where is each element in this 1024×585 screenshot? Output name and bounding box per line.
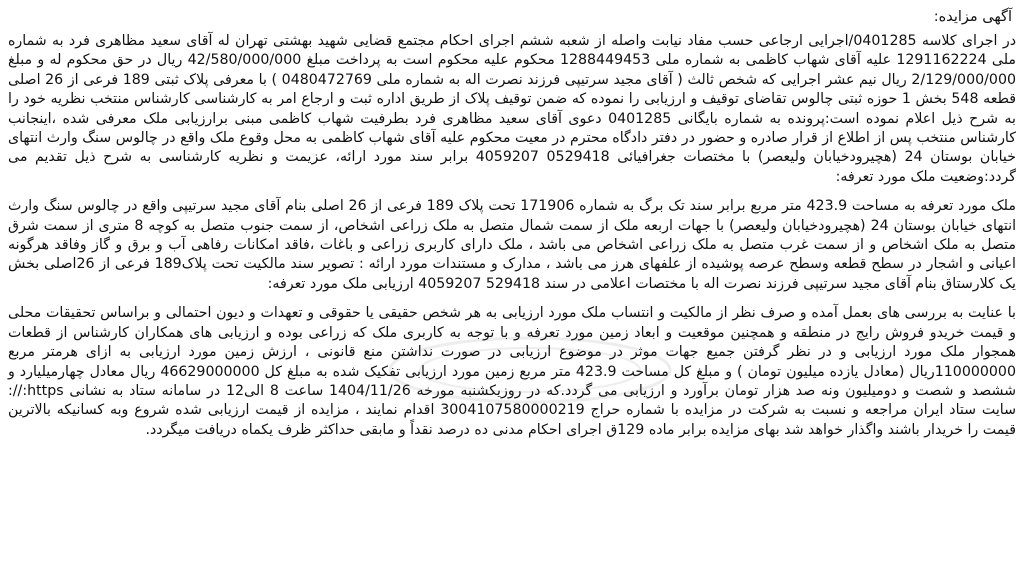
notice-paragraph-property-status: ملک مورد تعرفه به مساحت 423.9 متر مربع برابر سند تک برگ به شماره 171906 تحت پلاک 189 فرعی از 26 اصلی بنام آقای مجید سرتیپی واقع در چالوس سنگ وارث انتهای خیابان بوستان 24 (هچیرودخیابان ولیعصر) با جهات اربعه ملک از سمت شمال متصل به ملک زراعی اشخاص، از سمت جنوب متصل به کوچه 8 متری از سمت شرق متصل به ملک اشخاص و از سمت غرب متصل به ملک زراعی اشخاص می باشد ، ملک دارای کاربری زراعی و باغات ،فاقد امکانات رفاهی آب و برق و گاز وفاقد هرگونه اعیانی و اشجار در سطح قطعه وسطح عرصه پوشیده از علفهای هرز می باشد ، مدارک و مستندات مورد ارائه : تصویر سند مالکیت تحت پلاک189 فرعی از 26اصلی بخش یک کلارستاق بنام آقای مجید سرتیپی فرزند نصرت اله با مختصات اعلامی در سند 529418 4059207 ارزیابی ملک مورد تعرفه: bbox=[8, 198, 1017, 292]
auction-notice bbox=[8, 4, 1016, 583]
notice-paragraph-valuation: با عنایت به بررسی های بعمل آمده و صرف نظر از مالکیت و انتساب ملک مورد ارزیابی به هر شخص حقیقی یا حقوقی و تعهدات و دیون احتمالی و براساس تحقیقات محلی و قیمت خریدو فروش رایج در منطقه و همچنین موقعیت و ابعاد زمین مورد تعرفه و با توجه به کاربری ملک که زراعی بوده و ارزیابی های همکاران کارشناس از قطعات همجوار ملک مورد ارزیابی و در نظر گرفتن جمیع جهات موثر در موضوع ارزیابی در صورت نداشتن منع قانونی ، ارزش زمین مورد ارزیابی به ازای هرمتر مربع 110000000ریال (معادل یازده میلیون تومان ) و مبلغ کل مساحت 423.9 متر مربع زمین مورد ارزیابی تفکیک شده به مبلغ کل 46629000000 ریال معادل چهارمیلیارد و ششصد و شصت و دومیلیون ونه صد هزار تومان برآورد و ارزیابی می گردد.که در روزیکشنبه مورخه 1404/11/26 ساعت 8 الی12 در سامانه ستاد به نشانی https://: سایت ستاد ایران مراجعه و نسبت به شرکت در مزایده با شماره حراج 3004107580000219 اقدام نمایند ، مزایده از قیمت ارزیابی شده شروع وبه کسانیکه بالاترین قیمت را خریدار باشند واگذار خواهد شد بهای مزایده برابر ماده 129ق اجرای احکام مدنی ده درصد نقداً و مابقی حداکثر ظرف یکماه دریافت میگردد. bbox=[8, 305, 1017, 438]
notice-title: آگهی مزایده: bbox=[933, 9, 1012, 25]
notice-paragraph-case-details: در اجرای کلاسه 0401285/اجرایی ارجاعی حسب مفاد نیابت واصله از شعبه ششم اجرای احکام مجتمع قضایی شهید بهشتی تهران له آقای سعید مظاهری فرد به شماره ملی 1291162224 علیه آقای شهاب کاظمی به شماره ملی 1288449453 محکوم علیه محکوم است به پرداخت مبلغ 42/580/000/000 ریال در حق محکوم له و مبلغ 2/129/000/000 ریال نیم عشر اجرایی که شخص ثالث ( آقای مجید سرتیپی فرزند نصرت اله به شماره ملی 0480472769 ) با معرفی پلاک ثبتی 189 فرعی از 26 اصلی قطعه 548 بخش 1 حوزه ثبتی چالوس تقاضای توقیف و ارزیابی را نموده که ضمن توقیف پلاک از طریق اداره ثبت و ارجاع امر به کارشناسی کارشناس منتخب نظریه خود را به شرح ذیل اعلام نموده است:پرونده به شماره بایگانی 0401285 دعوی آقای سعید مظاهری فرد بطرفیت شهاب کاظمی مبنی برارزیابی ملک معرفی شده ،اینجانب کارشناس منتخب پس از اطلاع از قرار صادره و حضور در دفتر دادگاه محترم در معیت محکوم علیه آقای شهاب کاظمی به محل وقوع ملک واقع در چالوس سنگ وارث انتهای خیابان بوستان 24 (هچیرودخیابان ولیعصر) با مختصات جغرافیائی 0529418 4059207 برابر سند مورد ارائه، عزیمت و نظریه کارشناسی به شرح ذیل تقدیم می گردد:وضعیت ملک مورد تعرفه: bbox=[8, 33, 1017, 185]
